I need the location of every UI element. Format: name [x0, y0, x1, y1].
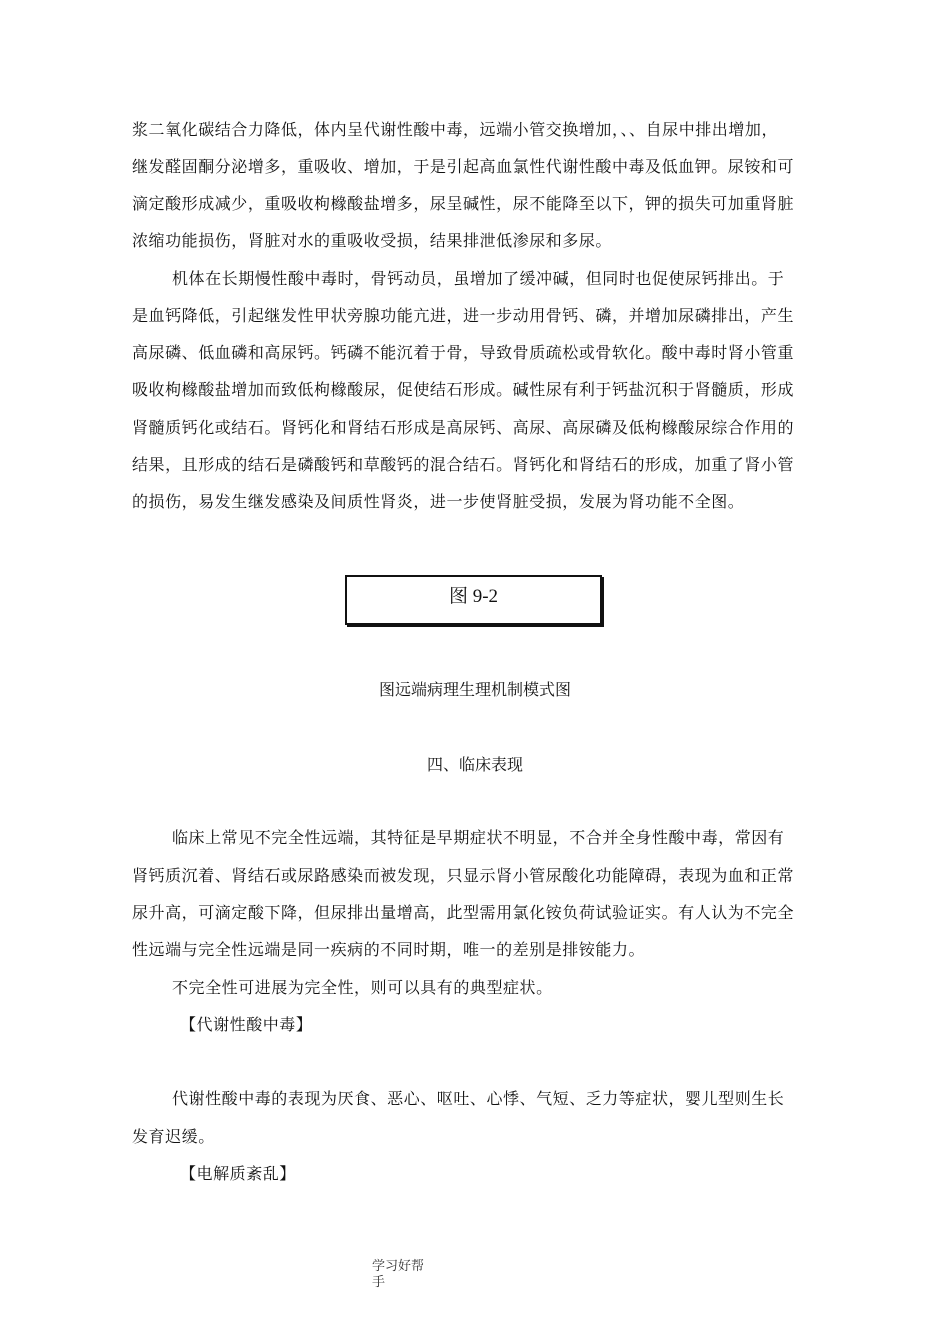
paragraph-line: 发育迟缓。 [132, 1127, 215, 1146]
figure-caption: 图远端病理生理机制模式图 [378, 680, 571, 699]
paragraph-line: 临床上常见不完全性远端，其特征是早期症状不明显，不合并全身性酸中毒，常因有 [172, 828, 785, 847]
paragraph-line: 机体在长期慢性酸中毒时，骨钙动员，虽增加了缓冲碱，但同时也促使尿钙排出。于 [172, 269, 785, 288]
subheading-electrolyte-disorder: 【电解质紊乱】 [180, 1164, 296, 1183]
paragraph-line: 肾钙质沉着、肾结石或尿路感染而被发现，只显示肾小管尿酸化功能障碍，表现为血和正常 [132, 866, 795, 885]
paragraph-line: 是血钙降低，引起继发性甲状旁腺功能亢进，进一步动用骨钙、磷，并增加尿磷排出，产生 [132, 306, 795, 325]
paragraph-line: 浓缩功能损伤，肾脏对水的重吸收受损，结果排泄低渗尿和多尿。 [132, 231, 612, 250]
section-heading: 四、临床表现 [426, 755, 523, 774]
paragraph-line: 尿升高，可滴定酸下降，但尿排出量增高，此型需用氯化铵负荷试验证实。有人认为不完全 [132, 903, 795, 922]
paragraph-line: 滴定酸形成减少，重吸收枸橼酸盐增多，尿呈碱性，尿不能降至以下，钾的损失可加重肾脏 [132, 194, 795, 213]
figure-placeholder-box [345, 575, 602, 625]
figure-label: 图 9-2 [448, 586, 499, 607]
paragraph-line: 结果，且形成的结石是磷酸钙和草酸钙的混合结石。肾钙化和肾结石的形成，加重了肾小管 [132, 455, 795, 474]
paragraph-4: 不完全性可进展为完全性，则可以具有的典型症状。 [172, 978, 553, 997]
subheading-metabolic-acidosis: 【代谢性酸中毒】 [180, 1015, 313, 1034]
paragraph-line: 浆二氧化碳结合力降低，体内呈代谢性酸中毒，远端小管交换增加，、、自尿中排出增加， [132, 120, 779, 139]
paragraph-line: 的损伤，易发生继发感染及间质性肾炎，进一步使肾脏受损，发展为肾功能不全图。 [132, 492, 745, 511]
paragraph-line: 继发醛固酮分泌增多，重吸收、增加，于是引起高血氯性代谢性酸中毒及低血钾。尿铵和可 [132, 157, 795, 176]
paragraph-line: 肾髓质钙化或结石。肾钙化和肾结石形成是高尿钙、高尿、高尿磷及低枸橼酸尿综合作用的 [132, 418, 795, 437]
footer-line: 学习好帮 [372, 1258, 425, 1273]
footer-line: 手 [372, 1274, 386, 1289]
paragraph-line: 吸收枸橼酸盐增加而致低枸橼酸尿，促使结石形成。碱性尿有利于钙盐沉积于肾髓质，形成 [132, 380, 795, 399]
paragraph-line: 代谢性酸中毒的表现为厌食、恶心、呕吐、心悸、气短、乏力等症状，婴儿型则生长 [172, 1089, 785, 1108]
paragraph-line: 性远端与完全性远端是同一疾病的不同时期，唯一的差别是排铵能力。 [132, 940, 646, 959]
paragraph-line: 高尿磷、低血磷和高尿钙。钙磷不能沉着于骨，导致骨质疏松或骨软化。酸中毒时肾小管重 [132, 343, 795, 362]
page-footer [372, 1258, 432, 1290]
